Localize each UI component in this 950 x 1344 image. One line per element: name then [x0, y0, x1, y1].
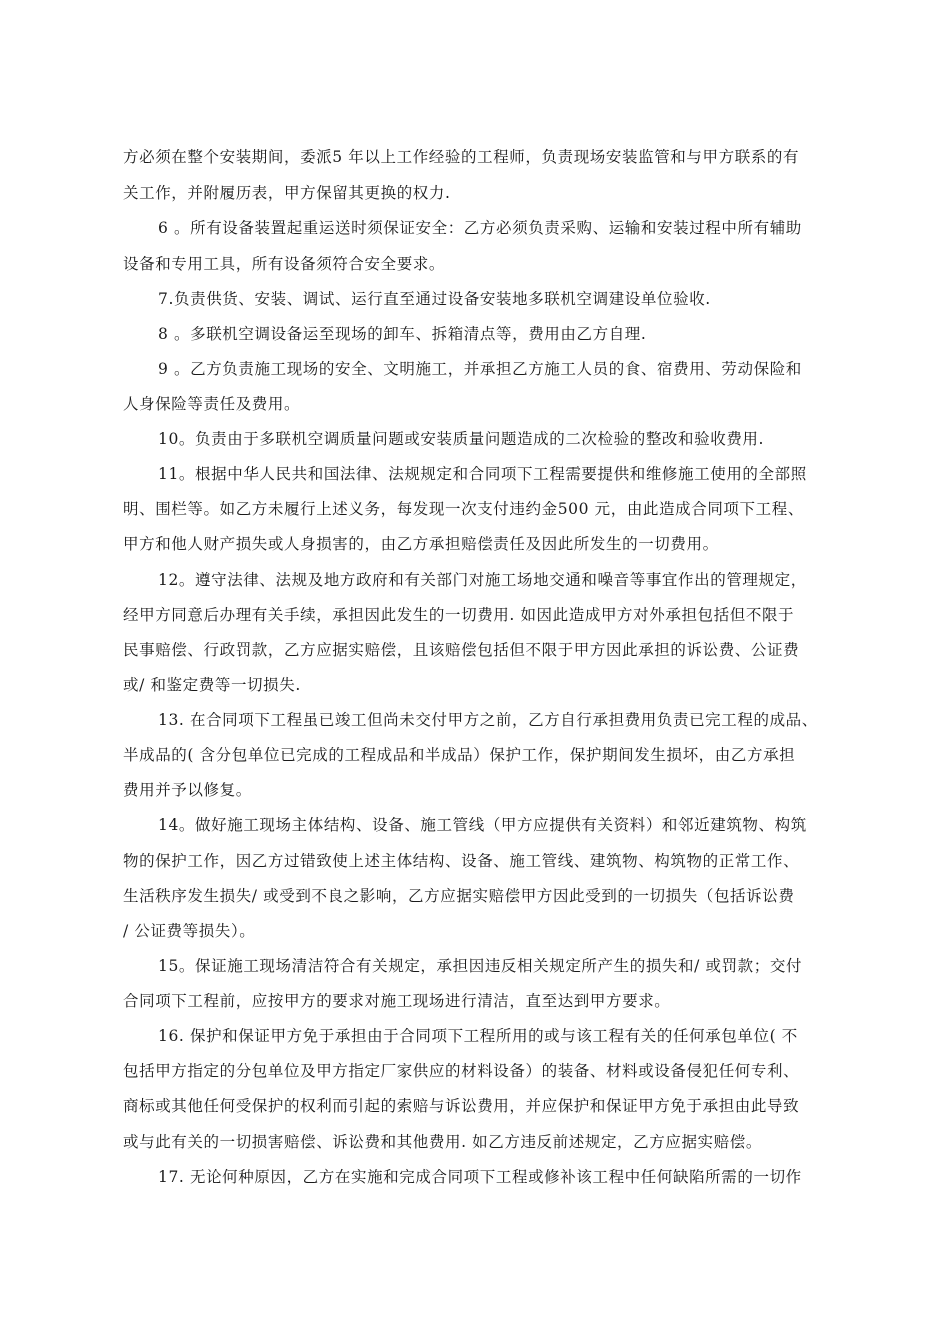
text-line: 明、围栏等。如乙方未履行上述义务，每发现一次支付违约金500 元，由此造成合同项下工程、: [123, 500, 804, 518]
text-line: 11。根据中华人民共和国法律、法规规定和合同项下工程需要提供和维修施工使用的全部照: [158, 465, 807, 483]
text-line: 经甲方同意后办理有关手续，承担因此发生的一切费用. 如因此造成甲方对外承担包括但不限于: [123, 606, 795, 624]
text-line: 9 。乙方负责施工现场的安全、文明施工，并承担乙方施工人员的食、宿费用、劳动保险和: [158, 360, 802, 378]
text-line: 16. 保护和保证甲方免于承担由于合同项下工程所用的或与该工程有关的任何承包单位( 不: [158, 1027, 798, 1045]
text-line: / 公证费等损失）。: [123, 922, 256, 940]
text-line: 生活秩序发生损失/ 或受到不良之影响，乙方应据实赔偿甲方因此受到的一切损失（包括诉讼费: [123, 887, 795, 905]
text-line: 10。负责由于多联机空调质量问题或安装质量问题造成的二次检验的整改和验收费用.: [158, 430, 765, 448]
text-line: 包括甲方指定的分包单位及甲方指定厂家供应的材料设备）的装备、材料或设备侵犯任何专利、: [123, 1062, 800, 1080]
text-line: 8 。多联机空调设备运至现场的卸车、拆箱清点等，费用由乙方自理.: [158, 325, 647, 343]
text-line: 甲方和他人财产损失或人身损害的，由乙方承担赔偿责任及因此所发生的一切费用。: [123, 535, 719, 553]
text-line: 方必须在整个安装期间，委派5 年以上工作经验的工程师，负责现场安装监管和与甲方联系的有: [123, 148, 800, 166]
text-line: 15。保证施工现场清洁符合有关规定，承担因违反相关规定所产生的损失和/ 或罚款；交付: [158, 957, 803, 975]
text-line: 合同项下工程前，应按甲方的要求对施工现场进行清洁，直至达到甲方要求。: [123, 992, 671, 1010]
text-line: 物的保护工作，因乙方过错致使上述主体结构、设备、施工管线、建筑物、构筑物的正常工作、: [123, 852, 800, 870]
text-line: 设备和专用工具，所有设备须符合安全要求。: [123, 255, 446, 273]
text-line: 17. 无论何种原因，乙方在实施和完成合同项下工程或修补该工程中任何缺陷所需的一切作: [158, 1168, 802, 1186]
text-line: 7.负责供货、安装、调试、运行直至通过设备安装地多联机空调建设单位验收.: [158, 290, 711, 308]
text-line: 费用并予以修复。: [123, 781, 252, 799]
text-line: 14。做好施工现场主体结构、设备、施工管线（甲方应提供有关资料）和邻近建筑物、构筑: [158, 816, 807, 834]
text-line: 6 。所有设备装置起重运送时须保证安全：乙方必须负责采购、运输和安装过程中所有辅助: [158, 219, 802, 237]
text-line: 关工作，并附履历表，甲方保留其更换的权力.: [123, 184, 451, 202]
text-line: 半成品的( 含分包单位已完成的工程成品和半成品）保护工作，保护期间发生损坏，由乙方承担: [123, 746, 796, 764]
text-line: 12。遵守法律、法规及地方政府和有关部门对施工场地交通和噪音等事宜作出的管理规定，: [158, 571, 807, 589]
text-line: 商标或其他任何受保护的权利而引起的索赔与诉讼费用，并应保护和保证甲方免于承担由此导致: [123, 1097, 800, 1115]
text-line: 民事赔偿、行政罚款，乙方应据实赔偿，且该赔偿包括但不限于甲方因此承担的诉讼费、公证费: [123, 641, 800, 659]
text-line: 或/ 和鉴定费等一切损失.: [123, 676, 301, 694]
text-line: 13. 在合同项下工程虽已竣工但尚未交付甲方之前，乙方自行承担费用负责已完工程的成品、: [158, 711, 818, 729]
text-line: 人身保险等责任及费用。: [123, 395, 301, 413]
text-line: 或与此有关的一切损害赔偿、诉讼费和其他费用. 如乙方违反前述规定，乙方应据实赔偿。: [123, 1133, 762, 1151]
